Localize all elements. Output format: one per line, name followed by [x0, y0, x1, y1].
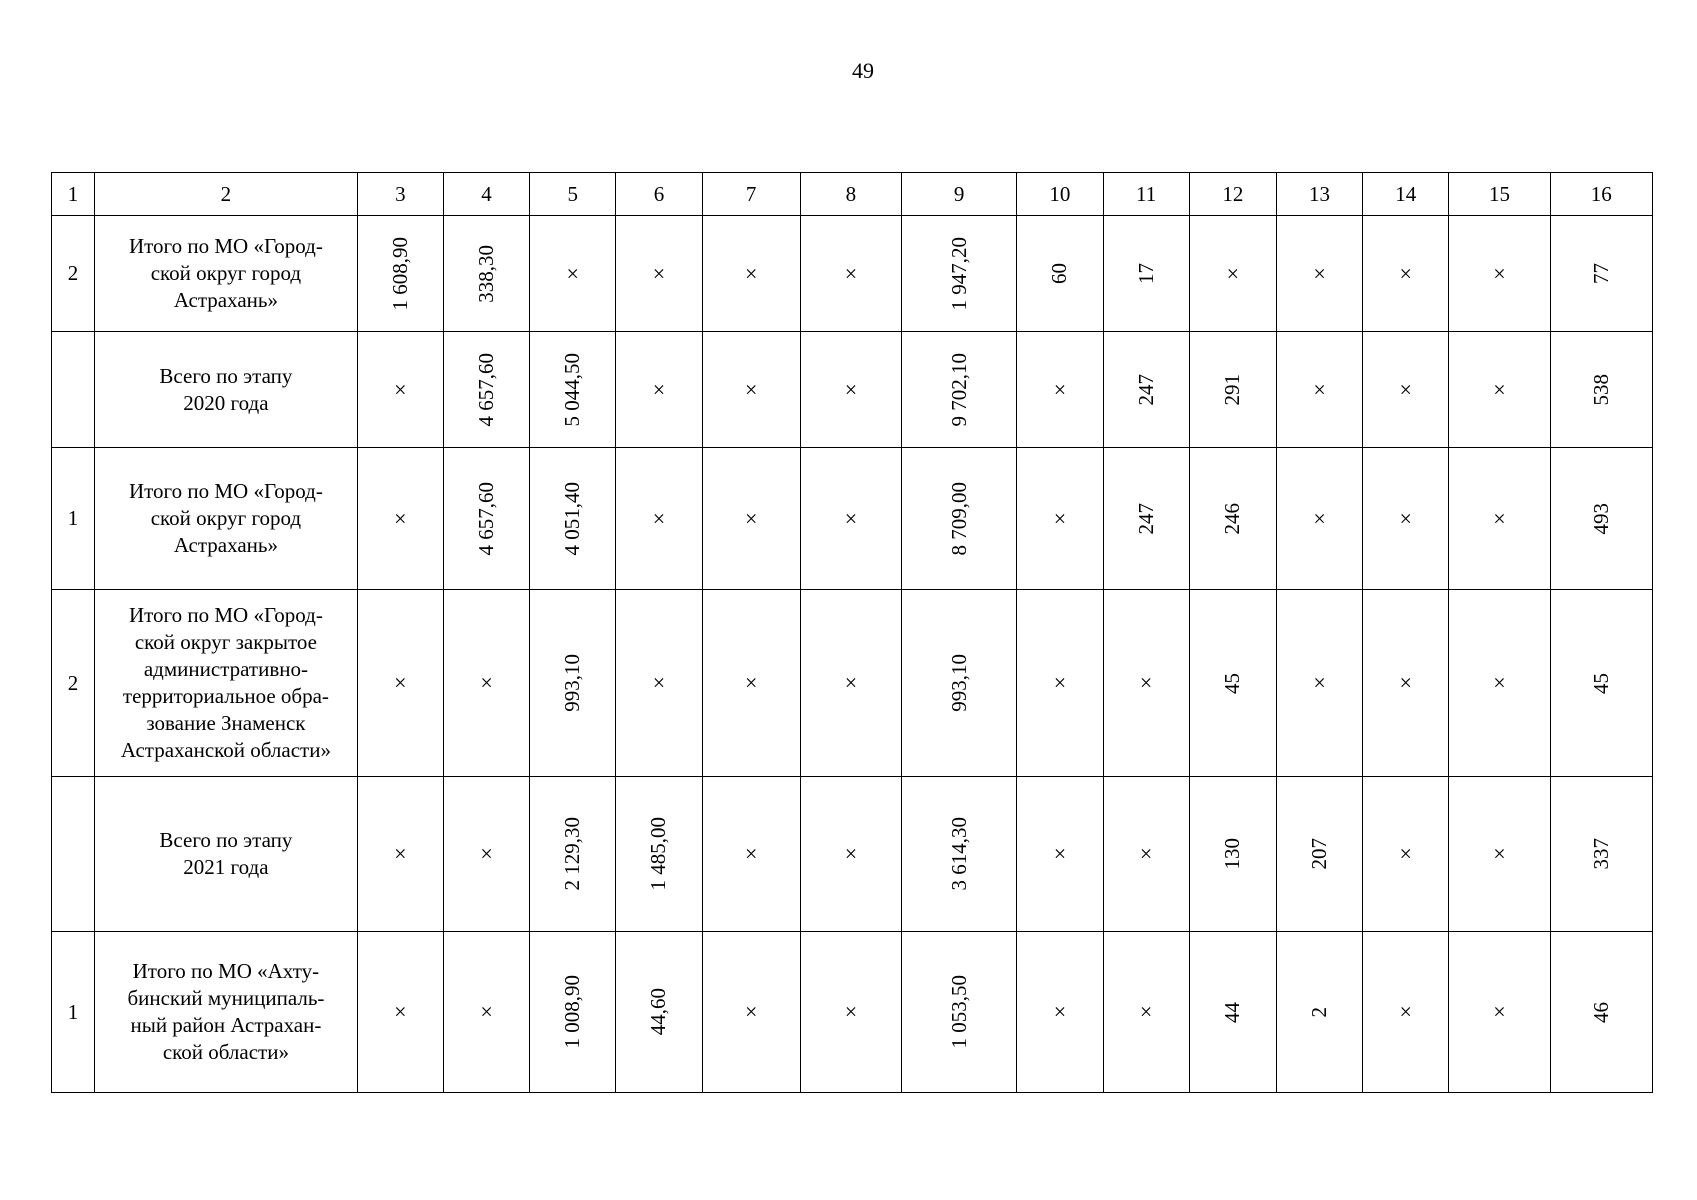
cell-text: 4 657,60 [474, 481, 499, 556]
value-cell [1550, 332, 1652, 448]
value-cell [357, 216, 443, 332]
value-cell [902, 590, 1017, 777]
empty-mark-cell [702, 332, 800, 448]
row-number: 1 [52, 448, 95, 590]
value-cell [902, 332, 1017, 448]
empty-mark-cell [1363, 777, 1449, 932]
value-cell [902, 216, 1017, 332]
cell-text: 338,30 [474, 244, 499, 303]
empty-mark-cell [1276, 448, 1362, 590]
empty-mark-cell [702, 590, 800, 777]
header-cell: 11 [1103, 173, 1189, 216]
empty-mark-cell [702, 216, 800, 332]
row-label: Итого по МО «Город- ской округ город Астрахань» [95, 448, 358, 590]
cell-text: × [744, 505, 758, 531]
header-cell: 8 [800, 173, 901, 216]
cell-text: × [1053, 505, 1067, 531]
row-label: Итого по МО «Город- ской округ закрытое административно- территориальное обра- зование Знаменск Астраханской области» [95, 590, 358, 777]
cell-text: × [1313, 260, 1326, 286]
empty-mark-cell [1449, 332, 1550, 448]
cell-text: 291 [1220, 373, 1245, 406]
header-cell: 6 [616, 173, 702, 216]
header-cell: 9 [902, 173, 1017, 216]
empty-mark-cell [800, 332, 901, 448]
header-cell: 4 [443, 173, 529, 216]
empty-mark-cell [357, 448, 443, 590]
value-cell [530, 932, 616, 1093]
value-cell [530, 332, 616, 448]
cell-text: × [844, 841, 858, 866]
empty-mark-cell [1449, 448, 1550, 590]
header-cell: 13 [1276, 173, 1362, 216]
cell-text: × [1313, 505, 1326, 531]
empty-mark-cell [800, 777, 901, 932]
row-label: Всего по этапу 2021 года [95, 777, 358, 932]
cell-text: × [1226, 260, 1240, 286]
cell-text: 9 702,10 [946, 352, 971, 427]
cell-text: × [1399, 841, 1412, 866]
empty-mark-cell [1363, 590, 1449, 777]
empty-mark-cell [800, 448, 901, 590]
cell-text: × [394, 505, 407, 531]
value-cell [1276, 777, 1362, 932]
empty-mark-cell [1017, 332, 1103, 448]
empty-mark-cell [1017, 590, 1103, 777]
cell-text: × [1399, 505, 1412, 531]
empty-mark-cell [702, 932, 800, 1093]
cell-text: × [1053, 999, 1067, 1024]
empty-mark-cell [616, 590, 702, 777]
value-cell [443, 448, 529, 590]
cell-text: 4 657,60 [474, 352, 499, 427]
row-number [52, 777, 95, 932]
cell-text: × [1399, 670, 1412, 695]
value-cell [1189, 332, 1276, 448]
cell-text: 493 [1588, 502, 1613, 535]
empty-mark-cell [800, 216, 901, 332]
cell-text: 5 044,50 [560, 352, 585, 427]
cell-text: × [844, 260, 858, 286]
cell-text: × [1053, 670, 1067, 695]
empty-mark-cell [616, 216, 702, 332]
cell-text: × [1493, 505, 1506, 531]
cell-text: × [1493, 841, 1506, 866]
empty-mark-cell [357, 590, 443, 777]
cell-text: 1 008,90 [560, 975, 585, 1049]
row-number: 2 [52, 216, 95, 332]
cell-text: 45 [1588, 672, 1613, 694]
cell-text: 1 053,50 [946, 975, 971, 1049]
row-label: Итого по МО «Ахту- бинский муниципаль- ный район Астрахан- ской области» [95, 932, 358, 1093]
empty-mark-cell [1449, 777, 1550, 932]
cell-text: × [566, 260, 579, 286]
header-cell: 14 [1363, 173, 1449, 216]
table-row [52, 932, 1653, 1093]
row-number: 2 [52, 590, 95, 777]
empty-mark-cell [800, 932, 901, 1093]
row-number: 1 [52, 932, 95, 1093]
cell-text: × [394, 841, 407, 866]
value-cell [443, 216, 529, 332]
cell-text: × [1399, 999, 1412, 1024]
cell-text: × [1493, 260, 1506, 286]
value-cell [1550, 932, 1652, 1093]
empty-mark-cell [616, 332, 702, 448]
cell-text: × [394, 376, 407, 402]
empty-mark-cell [1363, 932, 1449, 1093]
cell-text: 247 [1133, 502, 1158, 535]
cell-text: × [480, 999, 493, 1024]
cell-text: × [1053, 376, 1067, 402]
cell-text: 2 [1307, 1006, 1332, 1018]
cell-text: × [744, 376, 758, 402]
empty-mark-cell [1449, 216, 1550, 332]
empty-mark-cell [1363, 448, 1449, 590]
cell-text: 45 [1220, 672, 1245, 694]
empty-mark-cell [443, 777, 529, 932]
cell-text: × [1313, 670, 1326, 695]
cell-text: × [1053, 841, 1067, 866]
empty-mark-cell [702, 777, 800, 932]
empty-mark-cell [1103, 932, 1189, 1093]
empty-mark-cell [1017, 448, 1103, 590]
cell-text: 3 614,30 [946, 817, 971, 891]
cell-text: × [1493, 999, 1506, 1024]
cell-text: 246 [1220, 502, 1245, 535]
cell-text: × [844, 999, 858, 1024]
cell-text: × [652, 505, 666, 531]
cell-text: × [1399, 376, 1412, 402]
cell-text: 993,10 [946, 654, 971, 712]
empty-mark-cell [1363, 216, 1449, 332]
cell-text: × [1313, 376, 1326, 402]
cell-text: × [652, 260, 666, 286]
empty-mark-cell [357, 932, 443, 1093]
value-cell [1276, 932, 1362, 1093]
value-cell [530, 777, 616, 932]
cell-text: × [744, 841, 758, 866]
empty-mark-cell [616, 448, 702, 590]
cell-text: 46 [1588, 1001, 1613, 1023]
header-cell: 3 [357, 173, 443, 216]
header-cell: 2 [95, 173, 358, 216]
cell-text: × [844, 505, 858, 531]
value-cell [902, 448, 1017, 590]
row-number [52, 332, 95, 448]
value-cell [1189, 448, 1276, 590]
cell-text: × [744, 670, 758, 695]
empty-mark-cell [1276, 590, 1362, 777]
cell-text: 993,10 [560, 654, 585, 712]
cell-text: 60 [1047, 263, 1072, 284]
header-cell: 15 [1449, 173, 1550, 216]
value-cell [1189, 932, 1276, 1093]
cell-text: 1 485,00 [646, 817, 671, 891]
cell-text: × [1493, 376, 1506, 402]
cell-text: × [1139, 670, 1153, 695]
cell-text: × [394, 999, 407, 1024]
value-cell [616, 777, 702, 932]
cell-text: 247 [1133, 373, 1158, 406]
cell-text: × [844, 670, 858, 695]
cell-text: × [1399, 260, 1412, 286]
cell-text: × [744, 260, 758, 286]
empty-mark-cell [357, 777, 443, 932]
cell-text: 207 [1307, 838, 1332, 870]
cell-text: 44,60 [646, 988, 671, 1036]
cell-text: × [394, 670, 407, 695]
value-cell [902, 777, 1017, 932]
empty-mark-cell [1276, 216, 1362, 332]
header-cell: 16 [1550, 173, 1652, 216]
header-cell: 7 [702, 173, 800, 216]
value-cell [530, 590, 616, 777]
value-cell [1550, 590, 1652, 777]
cell-text: × [844, 376, 858, 402]
value-cell [616, 932, 702, 1093]
value-cell [1103, 448, 1189, 590]
cell-text: × [1139, 841, 1153, 866]
cell-text: 1 608,90 [387, 236, 412, 311]
cell-text: 130 [1220, 838, 1245, 870]
value-cell [902, 932, 1017, 1093]
cell-text: × [480, 670, 493, 695]
cell-text: 337 [1588, 838, 1613, 870]
header-cell: 12 [1189, 173, 1276, 216]
cell-text: 2 129,30 [560, 817, 585, 891]
empty-mark-cell [1103, 590, 1189, 777]
cell-text: 77 [1588, 263, 1613, 284]
table-row [52, 332, 1653, 448]
cell-text: × [652, 670, 666, 695]
empty-mark-cell [1103, 777, 1189, 932]
table-row [52, 216, 1653, 332]
row-label: Всего по этапу 2020 года [95, 332, 358, 448]
value-cell [1189, 590, 1276, 777]
cell-text: × [1493, 670, 1506, 695]
empty-mark-cell [1363, 332, 1449, 448]
empty-mark-cell [1189, 216, 1276, 332]
table-row [52, 448, 1653, 590]
value-cell [1103, 216, 1189, 332]
empty-mark-cell [443, 590, 529, 777]
cell-text: 8 709,00 [946, 481, 971, 556]
cell-text: 1 947,20 [946, 236, 971, 311]
empty-mark-cell [530, 216, 616, 332]
table-row [52, 777, 1653, 932]
cell-text: × [480, 841, 493, 866]
value-cell [1017, 216, 1103, 332]
empty-mark-cell [357, 332, 443, 448]
empty-mark-cell [800, 590, 901, 777]
value-cell [1550, 777, 1652, 932]
cell-text: × [652, 376, 666, 402]
header-cell: 1 [52, 173, 95, 216]
empty-mark-cell [1017, 777, 1103, 932]
value-cell [530, 448, 616, 590]
cell-text: 17 [1133, 263, 1158, 284]
cell-text: 538 [1588, 373, 1613, 406]
header-cell: 5 [530, 173, 616, 216]
table-row [52, 590, 1653, 777]
cell-text: 44 [1220, 1001, 1245, 1023]
empty-mark-cell [1017, 932, 1103, 1093]
page-number: 49 [852, 58, 874, 83]
empty-mark-cell [1276, 332, 1362, 448]
data-table [51, 172, 1653, 1093]
value-cell [1550, 448, 1652, 590]
value-cell [443, 332, 529, 448]
value-cell [1550, 216, 1652, 332]
value-cell [1103, 332, 1189, 448]
empty-mark-cell [1449, 932, 1550, 1093]
header-cell: 10 [1017, 173, 1103, 216]
cell-text: × [1139, 999, 1153, 1024]
cell-text: 4 051,40 [560, 481, 585, 556]
empty-mark-cell [702, 448, 800, 590]
value-cell [1189, 777, 1276, 932]
row-label: Итого по МО «Город- ской округ город Астрахань» [95, 216, 358, 332]
empty-mark-cell [1449, 590, 1550, 777]
empty-mark-cell [443, 932, 529, 1093]
cell-text: × [744, 999, 758, 1024]
header-row [52, 173, 1653, 216]
